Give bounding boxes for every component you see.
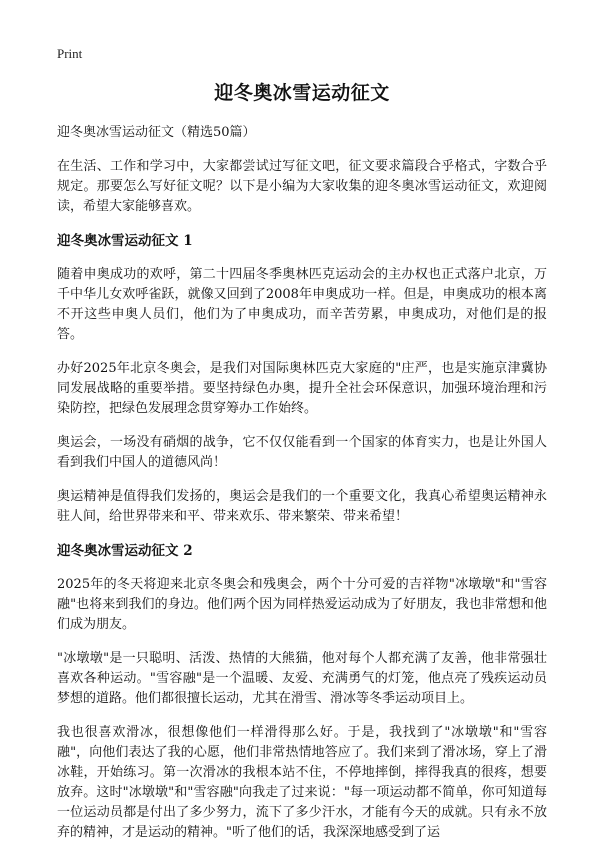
section-1 bbox=[57, 231, 547, 527]
intro-paragraph: 在生活、工作和学习中，大家都尝试过写征文吧，征文要求篇段合乎格式，字数合乎规定。那要怎么写好征文呢？以下是小编为大家收集的迎冬奥冰雪运动征文，欢迎阅读，希望大家能够喜欢。 bbox=[57, 159, 547, 214]
paragraph: 奥运精神是值得我们发扬的，奥运会是我们的一个重要文化，我真心希望奥运精神永驻人间，给世界带来和平、带来欢乐、带来繁荣、带来希望！ bbox=[57, 489, 547, 524]
page-title: 迎冬奥冰雪运动征文 bbox=[214, 82, 390, 104]
paragraph: 办好2025年北京冬奥会，是我们对国际奥林匹克大家庭的"庄严，也是实施京津冀协同发展战略的重要举措。要坚持绿色办奥，提升全社会环保意识，加强环境治理和污染防控，把绿色发展理念贯穿筹办工作始终。 bbox=[57, 361, 547, 416]
section-2 bbox=[57, 541, 547, 843]
print-link[interactable]: Print bbox=[57, 46, 83, 61]
article bbox=[57, 78, 547, 857]
paragraph: "冰墩墩"是一只聪明、活泼、热情的大熊猫，他对每个人都充满了友善，他非常强壮喜欢各种运动。"雪容融"是一个温暖、友爱、充满勇气的灯笼，他点亮了残疾运动员梦想的道路。他们都很擅长运动，尤其在滑雪、滑冰等冬季运动项目上。 bbox=[57, 651, 547, 706]
article-subtitle: 迎冬奥冰雪运动征文（精选50篇） bbox=[57, 125, 256, 140]
paragraph: 随着申奥成功的欢呼，第二十四届冬季奥林匹克运动会的主办权也正式落户北京，万千中华儿女欢呼雀跃，就像又回到了2008年申奥成功一样。但是，申奥成功的根本离不开这些申奥人员们，他们为了申奥成功，而辛苦劳累，申奥成功，对他们是的报答。 bbox=[57, 267, 547, 342]
section-heading: 迎冬奥冰雪运动征文 2 bbox=[57, 543, 193, 559]
section-heading: 迎冬奥冰雪运动征文 1 bbox=[57, 233, 193, 249]
paragraph: 奥运会，一场没有硝烟的战争，它不仅仅能看到一个国家的体育实力，也是让外国人看到我们中国人的道德风尚！ bbox=[57, 435, 547, 470]
paragraph: 2025年的冬天将迎来北京冬奥会和残奥会，两个十分可爱的吉祥物"冰墩墩"和"雪容融"也将来到我们的身边。他们两个因为同样热爱运动成为了好朋友，我也非常想和他们成为朋友。 bbox=[57, 577, 547, 632]
paragraph: 我也很喜欢滑冰，很想像他们一样滑得那么好。于是，我找到了"冰墩墩"和"雪容融"，向他们表达了我的心愿，他们非常热情地答应了。我们来到了滑冰场，穿上了滑冰鞋，开始练习。第一次滑冰的我根本站不住，不停地摔倒，摔得我真的很疼，想要放弃。这时"冰墩墩"和"雪容融"向我走了过来说："每一项运动都不简单，你可知道每一位运动员都是付出了多少努力，流下了多少汗水，才能有今天的成就。只有永不放弃的精神，才是运动的精神。"听了他们的话，我深深地感受到了运 bbox=[57, 725, 547, 840]
